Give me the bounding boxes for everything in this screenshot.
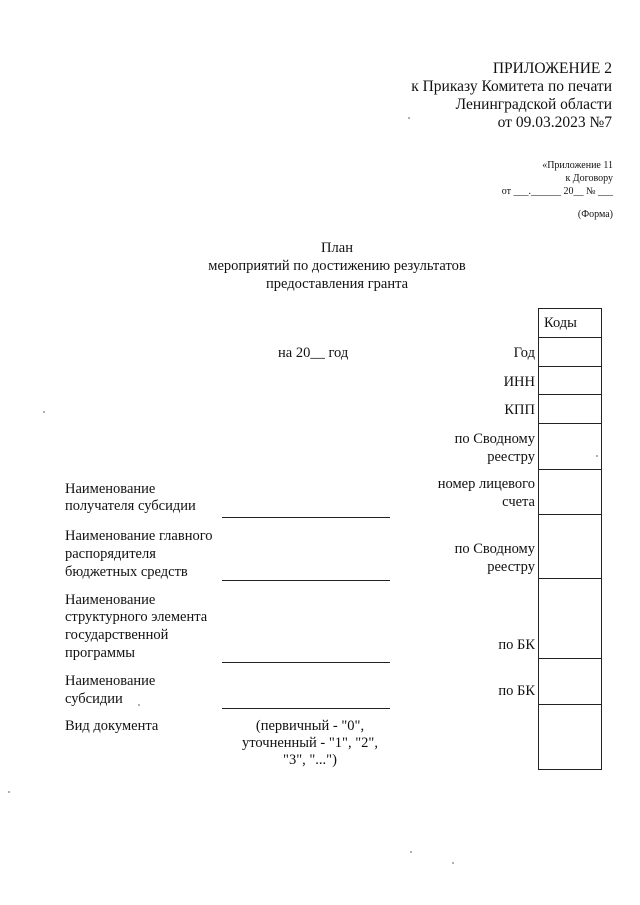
code-cell-inn [539,366,601,394]
scan-speck [596,455,598,457]
label-year: Год [513,345,535,361]
label-doctype: Вид документа [65,718,159,734]
code-cell-bk-2 [539,658,601,704]
label-manager-b: распорядителя [65,546,156,562]
label-recipient-b: получателя субсидии [65,498,196,514]
scan-speck [8,791,10,793]
label-element: Наименование [65,592,156,608]
label-kpp: КПП [504,402,535,418]
scan-speck [408,117,410,119]
doctype-note-2: уточненный - "1", "2", [242,735,378,751]
label-svodny-1-b: реестру [487,449,535,465]
scan-speck [452,862,454,864]
label-svodny-1: по Сводному [454,431,535,447]
label-element-d: программы [65,645,135,661]
form-label: (Форма) [577,209,613,220]
annex-line-3: от ___.______ 20__ № ___ [501,186,613,197]
scan-speck [138,704,140,706]
code-cell-doctype [539,704,601,769]
appendix-line-2: к Приказу Комитета по печати [411,78,612,95]
label-element-b: структурного элемента [65,609,208,625]
code-cell-svodny-1 [539,423,601,469]
code-cell-svodny-2 [539,514,601,578]
code-cell-kpp [539,394,601,423]
scan-speck [410,851,412,853]
appendix-title: ПРИЛОЖЕНИЕ 2 [492,60,612,77]
codes-header: Коды [544,315,577,331]
manager-underline [222,580,390,581]
label-recipient: Наименование [65,481,156,497]
appendix-line-4: от 09.03.2023 №7 [497,114,612,131]
label-bk-1: по БК [498,637,535,653]
label-subsidy-b: субсидии [65,691,123,707]
label-element-c: государственной [65,627,169,643]
doctype-note: (первичный - "0", [255,718,365,734]
code-cell-account [539,469,601,514]
label-svodny-2-b: реестру [487,559,535,575]
year-label: на 20__ год [278,345,349,361]
element-underline [222,662,390,663]
subsidy-underline [222,708,390,709]
scan-speck [43,411,45,413]
label-account: номер лицевого [437,476,535,492]
label-subsidy: Наименование [65,673,156,689]
doctype-note-3: "3", "...") [283,752,337,768]
label-inn: ИНН [503,374,535,390]
plan-title-line-3: предоставления гранта [265,276,409,292]
appendix-line-3: Ленинградской области [455,96,612,113]
plan-title: План [321,240,353,256]
annex-line-2: к Договору [565,173,613,184]
label-account-b: счета [502,494,535,510]
codes-table [538,308,602,770]
label-bk-2: по БК [498,683,535,699]
recipient-underline [222,517,390,518]
annex-line-1: «Приложение 11 [542,160,613,171]
label-manager-c: бюджетных средств [65,564,188,580]
code-cell-bk-1 [539,578,601,658]
label-svodny-2: по Сводному [454,541,535,557]
code-cell-year [539,337,601,366]
label-manager: Наименование главного [65,528,213,544]
plan-title-line-2: мероприятий по достижению результатов [208,258,466,274]
